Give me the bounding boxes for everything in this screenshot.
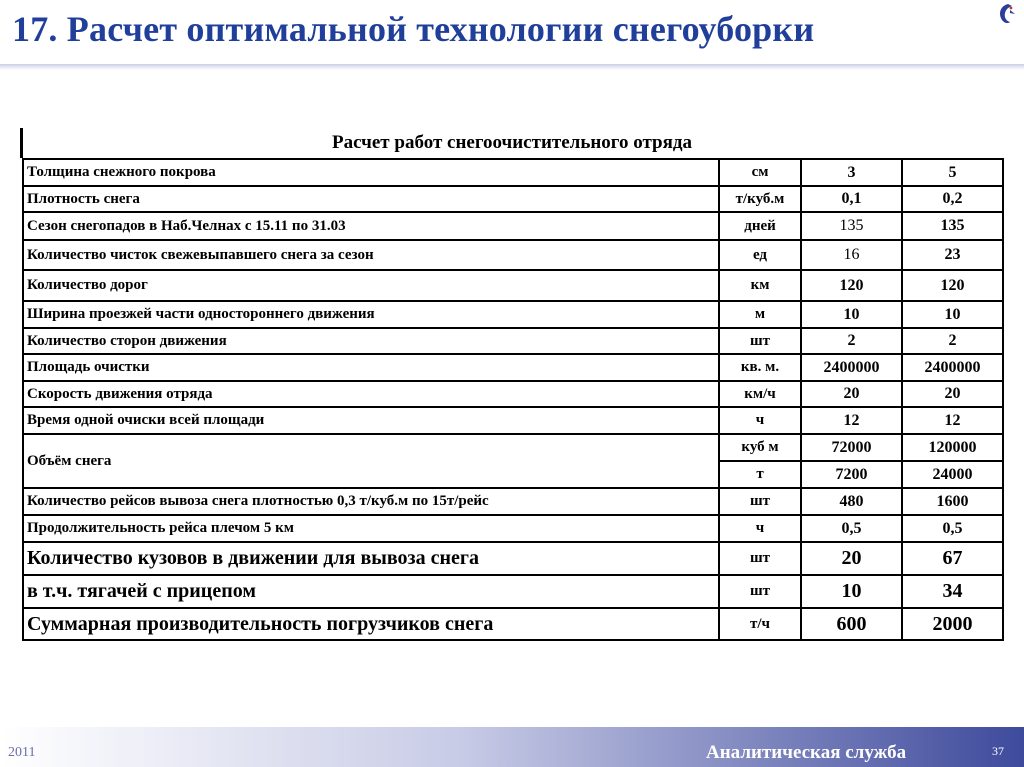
row-value-1: 10 bbox=[801, 301, 902, 328]
row-value-2: 23 bbox=[902, 240, 1003, 270]
row-label: Количество рейсов вывоза снега плотностью 0,3 т/куб.м по 15т/рейс bbox=[23, 488, 719, 515]
row-value-2: 67 bbox=[902, 542, 1003, 575]
table-row bbox=[23, 407, 1003, 434]
row-unit: дней bbox=[719, 212, 801, 240]
row-value-2: 34 bbox=[902, 575, 1003, 608]
slide-title: 17. Расчет оптимальной технологии снегоуборки bbox=[12, 9, 815, 49]
row-unit: т/куб.м bbox=[719, 186, 801, 212]
table-caption: Расчет работ снегоочистительного отряда bbox=[332, 132, 692, 153]
table-row bbox=[23, 434, 1003, 461]
row-unit: т/ч bbox=[719, 608, 801, 640]
title-divider bbox=[0, 64, 1024, 70]
table-row bbox=[23, 301, 1003, 328]
row-value-1: 0,1 bbox=[801, 186, 902, 212]
table-row bbox=[23, 328, 1003, 354]
row-value-1: 3 bbox=[801, 159, 902, 186]
row-label: Сезон снегопадов в Наб.Челнах с 15.11 по 31.03 bbox=[23, 212, 719, 240]
row-label: Продолжительность рейса плечом 5 км bbox=[23, 515, 719, 542]
row-value-2: 120000 bbox=[902, 434, 1003, 461]
row-label: Суммарная производительность погрузчиков снега bbox=[23, 608, 719, 640]
row-value-2: 20 bbox=[902, 381, 1003, 407]
row-value-2: 12 bbox=[902, 407, 1003, 434]
row-value-2: 135 bbox=[902, 212, 1003, 240]
row-unit: км/ч bbox=[719, 381, 801, 407]
row-value-2: 10 bbox=[902, 301, 1003, 328]
row-label: Плотность снега bbox=[23, 186, 719, 212]
company-logo-icon bbox=[994, 2, 1018, 26]
row-value-1: 10 bbox=[801, 575, 902, 608]
row-value-1: 16 bbox=[801, 240, 902, 270]
row-value-1: 2 bbox=[801, 328, 902, 354]
table-row bbox=[23, 270, 1003, 301]
row-label: Объём снега bbox=[23, 434, 719, 488]
row-value-2: 24000 bbox=[902, 461, 1003, 488]
row-value-2: 2 bbox=[902, 328, 1003, 354]
table-row bbox=[23, 608, 1003, 640]
row-unit: м bbox=[719, 301, 801, 328]
row-unit: куб м bbox=[719, 434, 801, 461]
row-value-2: 0,5 bbox=[902, 515, 1003, 542]
table-row bbox=[23, 381, 1003, 407]
row-value-1: 72000 bbox=[801, 434, 902, 461]
row-unit: ч bbox=[719, 407, 801, 434]
row-value-2: 2400000 bbox=[902, 354, 1003, 381]
row-value-2: 0,2 bbox=[902, 186, 1003, 212]
row-value-2: 1600 bbox=[902, 488, 1003, 515]
row-label: Время одной очиски всей площади bbox=[23, 407, 719, 434]
row-label: Толщина снежного покрова bbox=[23, 159, 719, 186]
table-row bbox=[23, 186, 1003, 212]
table-row bbox=[23, 159, 1003, 186]
row-value-1: 120 bbox=[801, 270, 902, 301]
row-label: Ширина проезжей части одностороннего движения bbox=[23, 301, 719, 328]
row-value-1: 600 bbox=[801, 608, 902, 640]
row-value-1: 20 bbox=[801, 542, 902, 575]
row-unit: см bbox=[719, 159, 801, 186]
row-value-1: 12 bbox=[801, 407, 902, 434]
snow-calc-table bbox=[22, 158, 1004, 641]
row-unit: ед bbox=[719, 240, 801, 270]
row-value-2: 120 bbox=[902, 270, 1003, 301]
row-unit: кв. м. bbox=[719, 354, 801, 381]
row-value-2: 2000 bbox=[902, 608, 1003, 640]
row-value-1: 7200 bbox=[801, 461, 902, 488]
row-label: Скорость движения отряда bbox=[23, 381, 719, 407]
table-row bbox=[23, 542, 1003, 575]
row-value-1: 20 bbox=[801, 381, 902, 407]
row-label: Количество дорог bbox=[23, 270, 719, 301]
table-row bbox=[23, 488, 1003, 515]
page-number: 37 bbox=[992, 744, 1004, 758]
row-label: в т.ч. тягачей с прицепом bbox=[23, 575, 719, 608]
row-unit: шт bbox=[719, 542, 801, 575]
row-label: Площадь очистки bbox=[23, 354, 719, 381]
row-unit: шт bbox=[719, 488, 801, 515]
row-value-1: 2400000 bbox=[801, 354, 902, 381]
row-value-2: 5 bbox=[902, 159, 1003, 186]
row-value-1: 135 bbox=[801, 212, 902, 240]
table-row bbox=[23, 240, 1003, 270]
table-row bbox=[23, 354, 1003, 381]
row-value-1: 480 bbox=[801, 488, 902, 515]
row-unit: шт bbox=[719, 575, 801, 608]
row-label: Количество чисток свежевыпавшего снега за сезон bbox=[23, 240, 719, 270]
row-unit: шт bbox=[719, 328, 801, 354]
table-row bbox=[23, 515, 1003, 542]
footer-service-name: Аналитическая служба bbox=[706, 742, 907, 763]
row-label: Количество кузовов в движении для вывоза снега bbox=[23, 542, 719, 575]
row-label: Количество сторон движения bbox=[23, 328, 719, 354]
row-value-1: 0,5 bbox=[801, 515, 902, 542]
row-unit: ч bbox=[719, 515, 801, 542]
table-row bbox=[23, 212, 1003, 240]
row-unit: т bbox=[719, 461, 801, 488]
table-row bbox=[23, 575, 1003, 608]
row-unit: км bbox=[719, 270, 801, 301]
footer-year: 2011 bbox=[8, 745, 36, 760]
